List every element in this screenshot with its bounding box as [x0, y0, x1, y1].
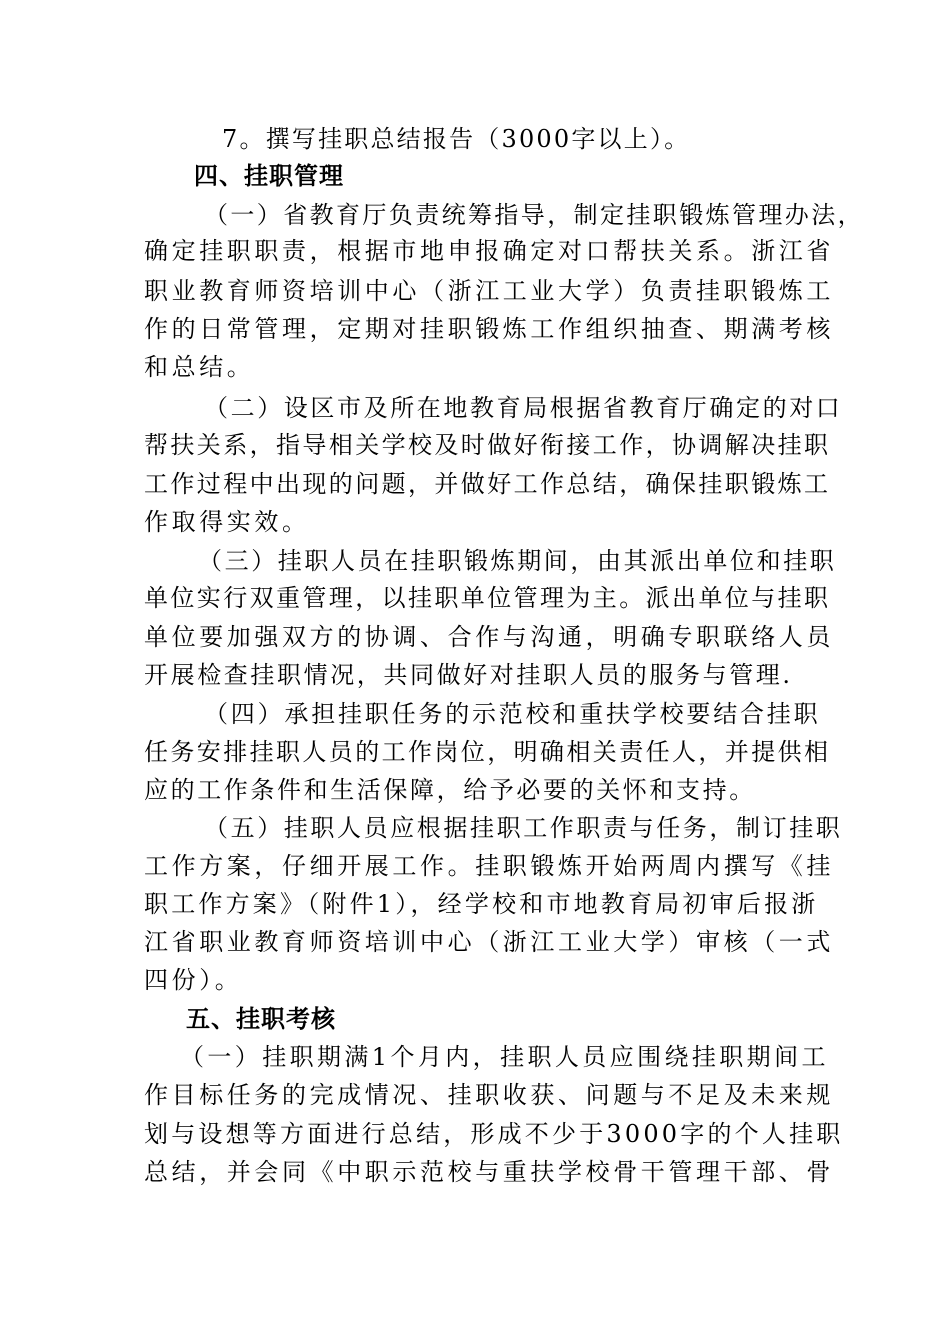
paragraph-line: 工作过程中出现的问题，并做好工作总结，确保挂职锻炼工 [144, 470, 831, 498]
paragraph-line: 单位要加强双方的协调、合作与沟通，明确专职联络人员 [144, 623, 834, 651]
paragraph-line: 和总结。 [144, 353, 255, 381]
paragraph-line: 划与设想等方面进行总结，形成不少于3000字的个人挂职 [144, 1120, 844, 1148]
paragraph-line: （一）挂职期满1个月内，挂职人员应围绕挂职期间工 [180, 1043, 829, 1071]
paragraph-line: 工作方案，仔细开展工作。挂职锻炼开始两周内撰写《挂 [144, 852, 834, 880]
paragraph-line: 四份）。 [144, 966, 243, 994]
paragraph-line: 职业教育师资培训中心（浙江工业大学）负责挂职锻炼工 [144, 277, 834, 305]
paragraph-line: （四）承担挂职任务的示范校和重扶学校要结合挂职 [204, 700, 821, 728]
paragraph-line: 作的日常管理，定期对挂职锻炼工作组织抽查、期满考核 [144, 315, 834, 343]
paragraph-line: 确定挂职职责，根据市地申报确定对口帮扶关系。浙江省 [144, 237, 834, 265]
paragraph-line: 职工作方案》（附件1），经学校和市地教育局初审后报浙 [144, 890, 819, 918]
list-item-7: 7。撰写挂职总结报告（3000字以上）。 [222, 125, 691, 153]
paragraph-line: 作取得实效。 [144, 508, 310, 536]
paragraph-line: 应的工作条件和生活保障，给予必要的关怀和支持。 [144, 776, 756, 804]
paragraph-line: （五）挂职人员应根据挂职工作职责与任务，制订挂职 [204, 814, 843, 842]
paragraph-line: 江省职业教育师资培训中心（浙江工业大学）审核（一式 [144, 928, 834, 956]
paragraph-line: 任务安排挂职人员的工作岗位，明确相关责任人，并提供相 [144, 738, 831, 766]
paragraph-line: 帮扶关系，指导相关学校及时做好衔接工作，协调解决挂职 [144, 431, 831, 459]
paragraph-line: （一）省教育厅负责统筹指导，制定挂职锻炼管理办法， [204, 201, 864, 229]
paragraph-line: 总结，并会同《中职示范校与重扶学校骨干管理干部、骨 [144, 1158, 834, 1186]
paragraph-line: 作目标任务的完成情况、挂职收获、问题与不足及未来规 [144, 1081, 834, 1109]
paragraph-line: 单位实行双重管理，以挂职单位管理为主。派出单位与挂职 [144, 584, 831, 612]
paragraph-line: （二）设区市及所在地教育局根据省教育厅确定的对口 [204, 394, 843, 422]
section-heading: 五、挂职考核 [186, 1005, 336, 1033]
paragraph-line: （三）挂职人员在挂职锻炼期间，由其派出单位和挂职 [198, 547, 837, 575]
section-heading: 四、挂职管理 [194, 162, 344, 190]
paragraph-line: 开展检查挂职情况，共同做好对挂职人员的服务与管理. [144, 661, 793, 689]
